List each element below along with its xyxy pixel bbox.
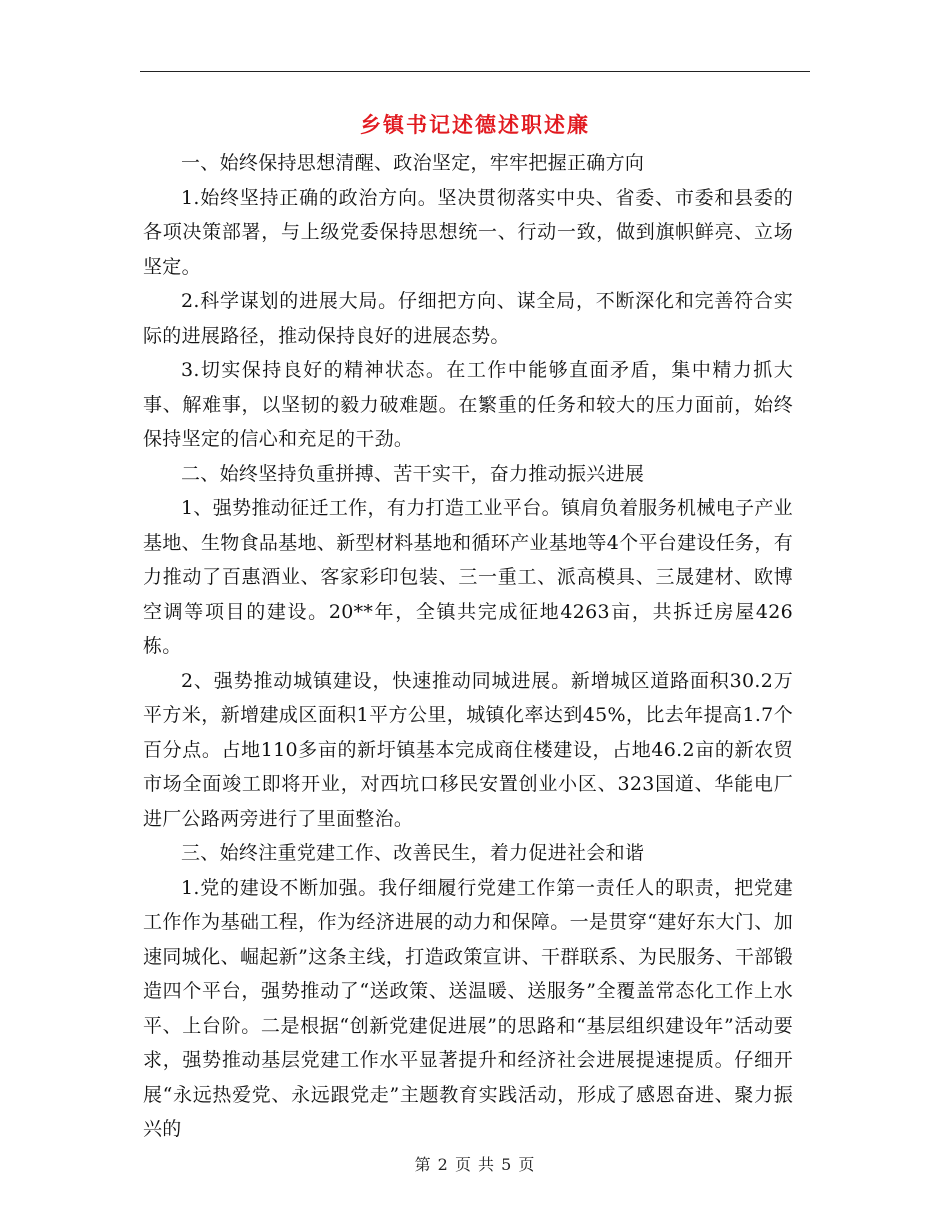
paragraph: 1.党的建设不断加强。我仔细履行党建工作第一责任人的职责，把党建工作作为基础工程，作为经济进展的动力和保障。一是贯穿“建好东大门、加速同城化、崛起新”这条主线，打造政策宣讲、干群联系、为民服务、干部锻造四个平台，强势推动了“送政策、送温暖、送服务”全覆盖常态化工作上水平、上台阶。二是根据“创新党建促进展”的思路和“基层组织建设年”活动要求，强势推动基层党建工作水平显著提升和经济社会进展提速提质。仔细开展“永远热爱党、永远跟党走”主题教育实践活动，形成了感恩奋进、聚力振兴的 <box>143 876 793 1140</box>
paragraph: 3.切实保持良好的精神状态。在工作中能够直面矛盾，集中精力抓大事、解难事，以坚韧的毅力破难题。在繁重的任务和较大的压力面前，始终保持坚定的信心和充足的干劲。 <box>143 359 793 450</box>
paragraph: 2、强势推动城镇建设，快速推动同城进展。新增城区道路面积30.2万平方米，新增建成区面积1平方公里，城镇化率达到45%，比去年提高1.7个百分点。占地110多亩的新圩镇基本完成商住楼建设，占地46.2亩的新农贸市场全面竣工即将开业，对西坑口移民安置创业小区、323国道、华能电厂进厂公路两旁进行了里面整治。 <box>143 669 793 830</box>
document-title: 乡镇书记述德述职述廉 <box>360 112 590 137</box>
section-heading-1: 一、始终保持思想清醒、政治坚定，牢牢把握正确方向 <box>181 152 645 174</box>
paragraph: 1、强势推动征迁工作，有力打造工业平台。镇肩负着服务机械电子产业基地、生物食品基地、新型材料基地和循环产业基地等4个平台建设任务，有力推动了百惠酒业、客家彩印包装、三一重工、派高模具、三晟建材、欧博空调等项目的建设。20**年，全镇共完成征地4263亩，共拆迁房屋426栋。 <box>143 497 793 657</box>
section-heading-3: 三、始终注重党建工作、改善民生，着力促进社会和谐 <box>181 842 645 864</box>
paragraph: 2.科学谋划的进展大局。仔细把方向、谋全局，不断深化和完善符合实际的进展路径，推动保持良好的进展态势。 <box>143 290 793 347</box>
section-heading-2: 二、始终坚持负重拼搏、苦干实干，奋力推动振兴进展 <box>181 462 645 485</box>
page-number-footer: 第 2 页 共 5 页 <box>414 1155 536 1174</box>
header-rule <box>140 71 810 72</box>
paragraph: 1.始终坚持正确的政治方向。坚决贯彻落实中央、省委、市委和县委的各项决策部署，与上级党委保持思想统一、行动一致，做到旗帜鲜亮、立场坚定。 <box>143 186 793 278</box>
document-body <box>143 146 793 1147</box>
